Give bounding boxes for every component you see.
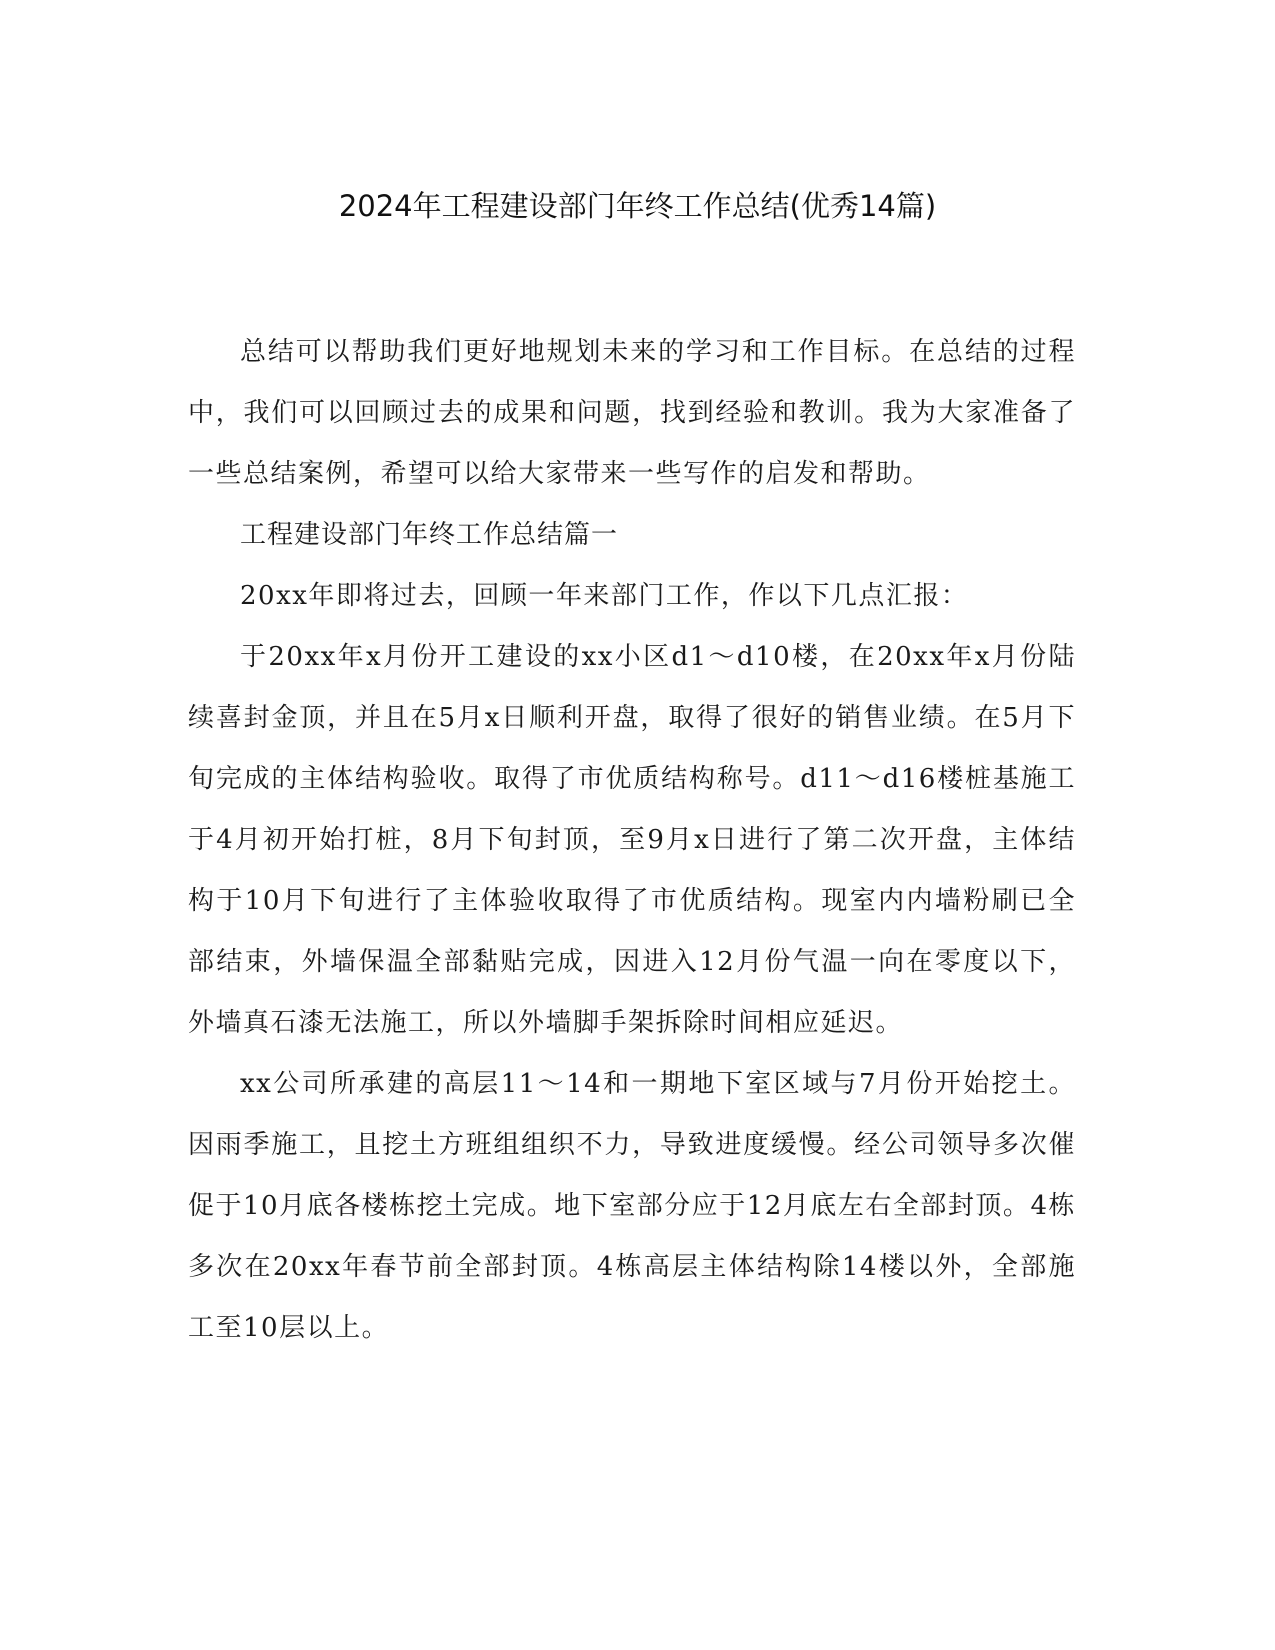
body-paragraph: 于20xx年x月份开工建设的xx小区d1～d10楼，在20xx年x月份陆续喜封金顶，并且在5月x日顺利开盘，取得了很好的销售业绩。在5月下旬完成的主体结构验收。取得了市优质结构称号。d11～d16楼桩基施工于4月初开始打桩，8月下旬封顶，至9月x日进行了第二次开盘，主体结构于10月下旬进行了主体验收取得了市优质结构。现室内内墙粉刷已全部结束，外墙保温全部黏贴完成，因进入12月份气温一向在零度以下，外墙真石漆无法施工，所以外墙脚手架拆除时间相应延迟。: [188, 642, 1076, 1038]
intro-paragraph: 总结可以帮助我们更好地规划未来的学习和工作目标。在总结的过程中，我们可以回顾过去的成果和问题，找到经验和教训。我为大家准备了一些总结案例，希望可以给大家带来一些写作的启发和帮助。: [188, 337, 1076, 489]
body-paragraph: 20xx年即将过去，回顾一年来部门工作，作以下几点汇报：: [240, 581, 969, 611]
document-title: 2024年工程建设部门年终工作总结(优秀14篇): [338, 189, 937, 223]
section-heading: 工程建设部门年终工作总结篇一: [240, 520, 619, 550]
body-paragraph: xx公司所承建的高层11～14和一期地下室区域与7月份开始挖土。因雨季施工，且挖土方班组组织不力，导致进度缓慢。经公司领导多次催促于10月底各楼栋挖土完成。地下室部分应于12月底左右全部封顶。4栋多次在20xx年春节前全部封顶。4栋高层主体结构除14楼以外，全部施工至10层以上。: [188, 1069, 1076, 1343]
document-body: [188, 322, 1076, 1359]
